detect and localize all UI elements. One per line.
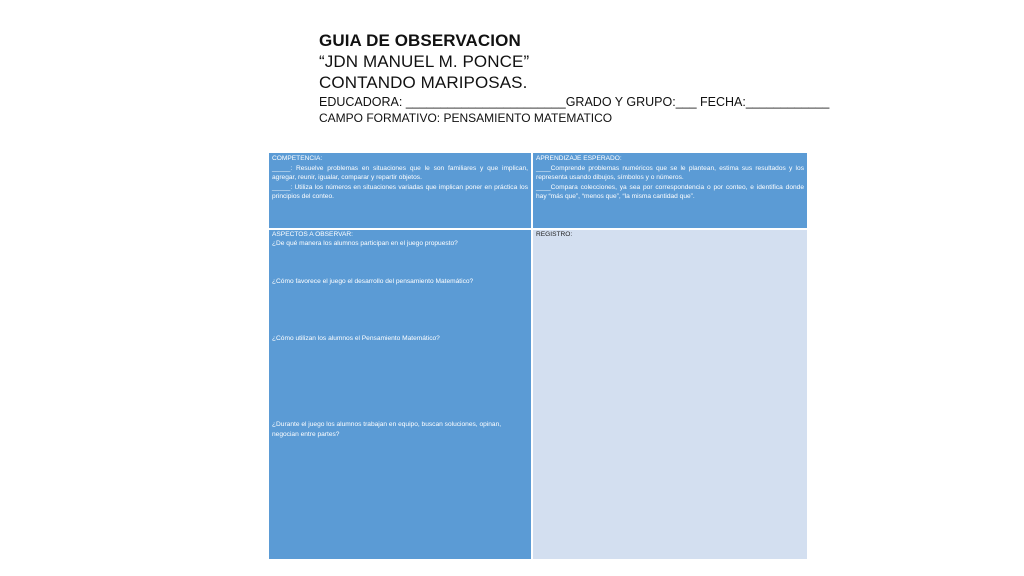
aprendizaje-item: ____Compara colecciones, ya sea por correspondencia o por conteo, e identifica donde hay “más que”, “menos que”, “la misma cantidad que”. [536,183,804,201]
registro-label: REGISTRO: [536,231,573,238]
document-header [319,30,1009,126]
aspecto-question: ¿Cómo favorece el juego el desarrollo del pensamiento Matemático? [272,278,474,285]
campo-formativo: CAMPO FORMATIVO: PENSAMIENTO MATEMATICO [319,111,613,125]
aprendizaje-cell [533,153,807,228]
aprendizaje-label: APRENDIZAJE ESPERADO: [536,155,622,162]
activity-name: CONTANDO MARIPOSAS. [319,73,528,92]
competencia-item: _____: Resuelve problemas en situaciones que le son familiares y que implican, agregar, reunir, igualar, comparar y repartir objetos. [272,164,528,182]
aspecto-question: ¿Durante el juego los alumnos trabajan en equipo, buscan soluciones, opinan, negocian entre partes? [272,421,502,438]
aprendizaje-item: ____Comprende problemas numéricos que se le plantean, estima sus resultados y los representa usando dibujos, símbolos y o números. [536,164,804,182]
aspectos-cell [269,230,531,559]
registro-cell[interactable] [533,230,807,559]
aspecto-question: ¿Cómo utilizan los alumnos el Pensamiento Matemático? [272,335,440,342]
competencia-cell [269,153,531,228]
observation-table [269,153,807,559]
document-title: GUIA DE OBSERVACION [319,31,521,50]
competencia-label: COMPETENCIA: [272,155,323,162]
educadora-grado-fecha-line: EDUCADORA: _______________________GRADO Y GRUPO:___ FECHA:____________ [319,95,830,109]
school-name: “JDN MANUEL M. PONCE” [319,52,530,71]
competencia-item: _____: Utiliza los números en situaciones variadas que implican poner en práctica los principios del conteo. [272,183,528,201]
aspectos-label: ASPECTOS A OBSERVAR: [272,231,353,238]
aspecto-question: ¿De qué manera los alumnos participan en el juego propuesto? [272,240,458,247]
